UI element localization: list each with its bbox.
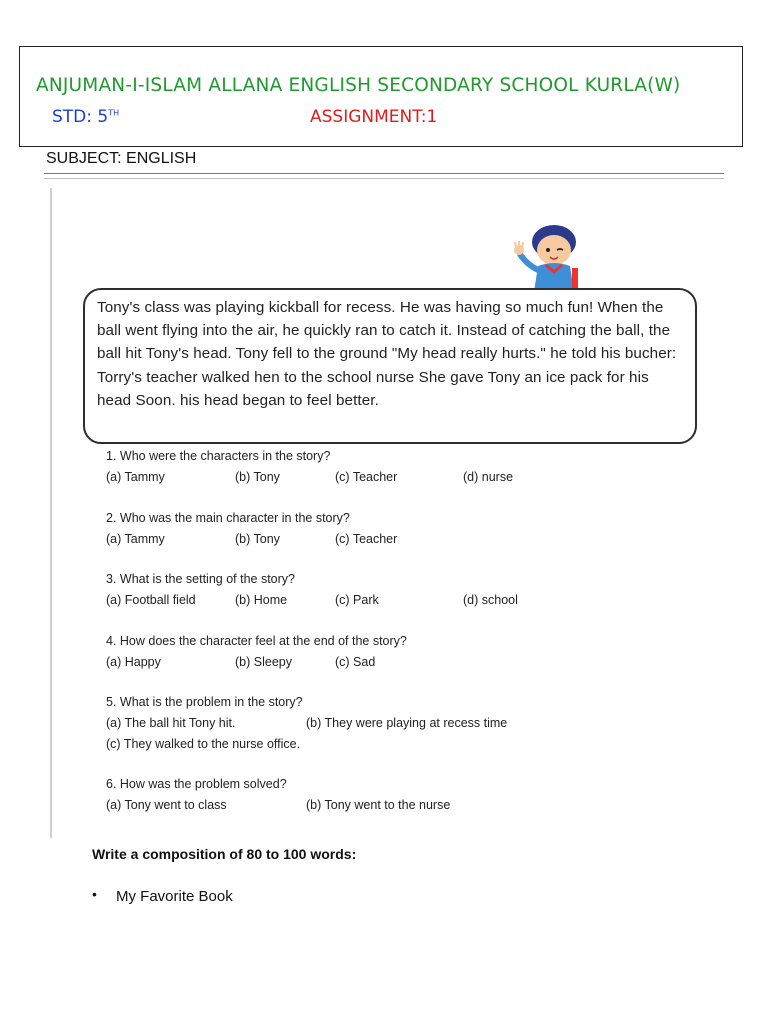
header-box — [19, 46, 743, 147]
question-2: 2. Who was the main character in the story? — [106, 511, 350, 525]
option: (b) Tony went to the nurse — [306, 798, 451, 812]
option: (d) nurse — [463, 470, 514, 484]
divider — [44, 173, 724, 174]
option: (d) school — [463, 593, 518, 607]
option: (c) Park — [335, 593, 379, 607]
question-6: 6. How was the problem solved? — [106, 777, 287, 791]
question-3: 3. What is the setting of the story? — [106, 572, 295, 586]
waving-boy-icon — [508, 220, 594, 292]
option: (a) The ball hit Tony hit. — [106, 716, 236, 730]
option: (b) Home — [235, 593, 288, 607]
question-4: 4. How does the character feel at the end of the story? — [106, 634, 407, 648]
story-text: Tony's class was playing kickball for recess. He was having so much fun! When the ball went flying into the air, he quickly ran to catch it. Instead of catching the ball, the ball hit Tony's head. Tony fell to the ground "My head really hurts." he told his bucher: Torry's teacher walked hen to the school nurse She gave Tony an ice pack for his head Soon. his head began to feel better. — [97, 299, 677, 409]
divider — [44, 178, 724, 179]
option: (b) They were playing at recess time — [306, 716, 508, 730]
std-superscript: TH — [108, 108, 120, 118]
composition-topic: My Favorite Book — [116, 888, 233, 905]
option: (c) Sad — [335, 655, 376, 669]
option: (c) They walked to the nurse office. — [106, 737, 301, 751]
composition-instruction: Write a composition of 80 to 100 words: — [92, 846, 357, 862]
option: (a) Tammy — [106, 532, 165, 546]
option: (b) Tony — [235, 470, 280, 484]
option: (c) Teacher — [335, 470, 398, 484]
question-1: 1. Who were the characters in the story? — [106, 449, 331, 463]
question-5: 5. What is the problem in the story? — [106, 695, 303, 709]
story-box — [83, 288, 697, 444]
bullet-icon: • — [92, 886, 97, 902]
school-name: ANJUMAN-I-ISLAM ALLANA ENGLISH SECONDARY SCHOOL KURLA(W) — [36, 75, 681, 96]
option: (a) Tammy — [106, 470, 165, 484]
option: (c) Teacher — [335, 532, 398, 546]
option: (b) Tony — [235, 532, 280, 546]
std-text: STD: 5 — [52, 107, 109, 127]
worksheet-edge — [50, 188, 52, 838]
assignment-label: ASSIGNMENT:1 — [310, 107, 438, 127]
option: (a) Tony went to class — [106, 798, 227, 812]
subject-label: SUBJECT: ENGLISH — [46, 150, 197, 167]
option: (a) Football field — [106, 593, 196, 607]
option: (a) Happy — [106, 655, 161, 669]
std-label — [52, 107, 119, 127]
option: (b) Sleepy — [235, 655, 292, 669]
